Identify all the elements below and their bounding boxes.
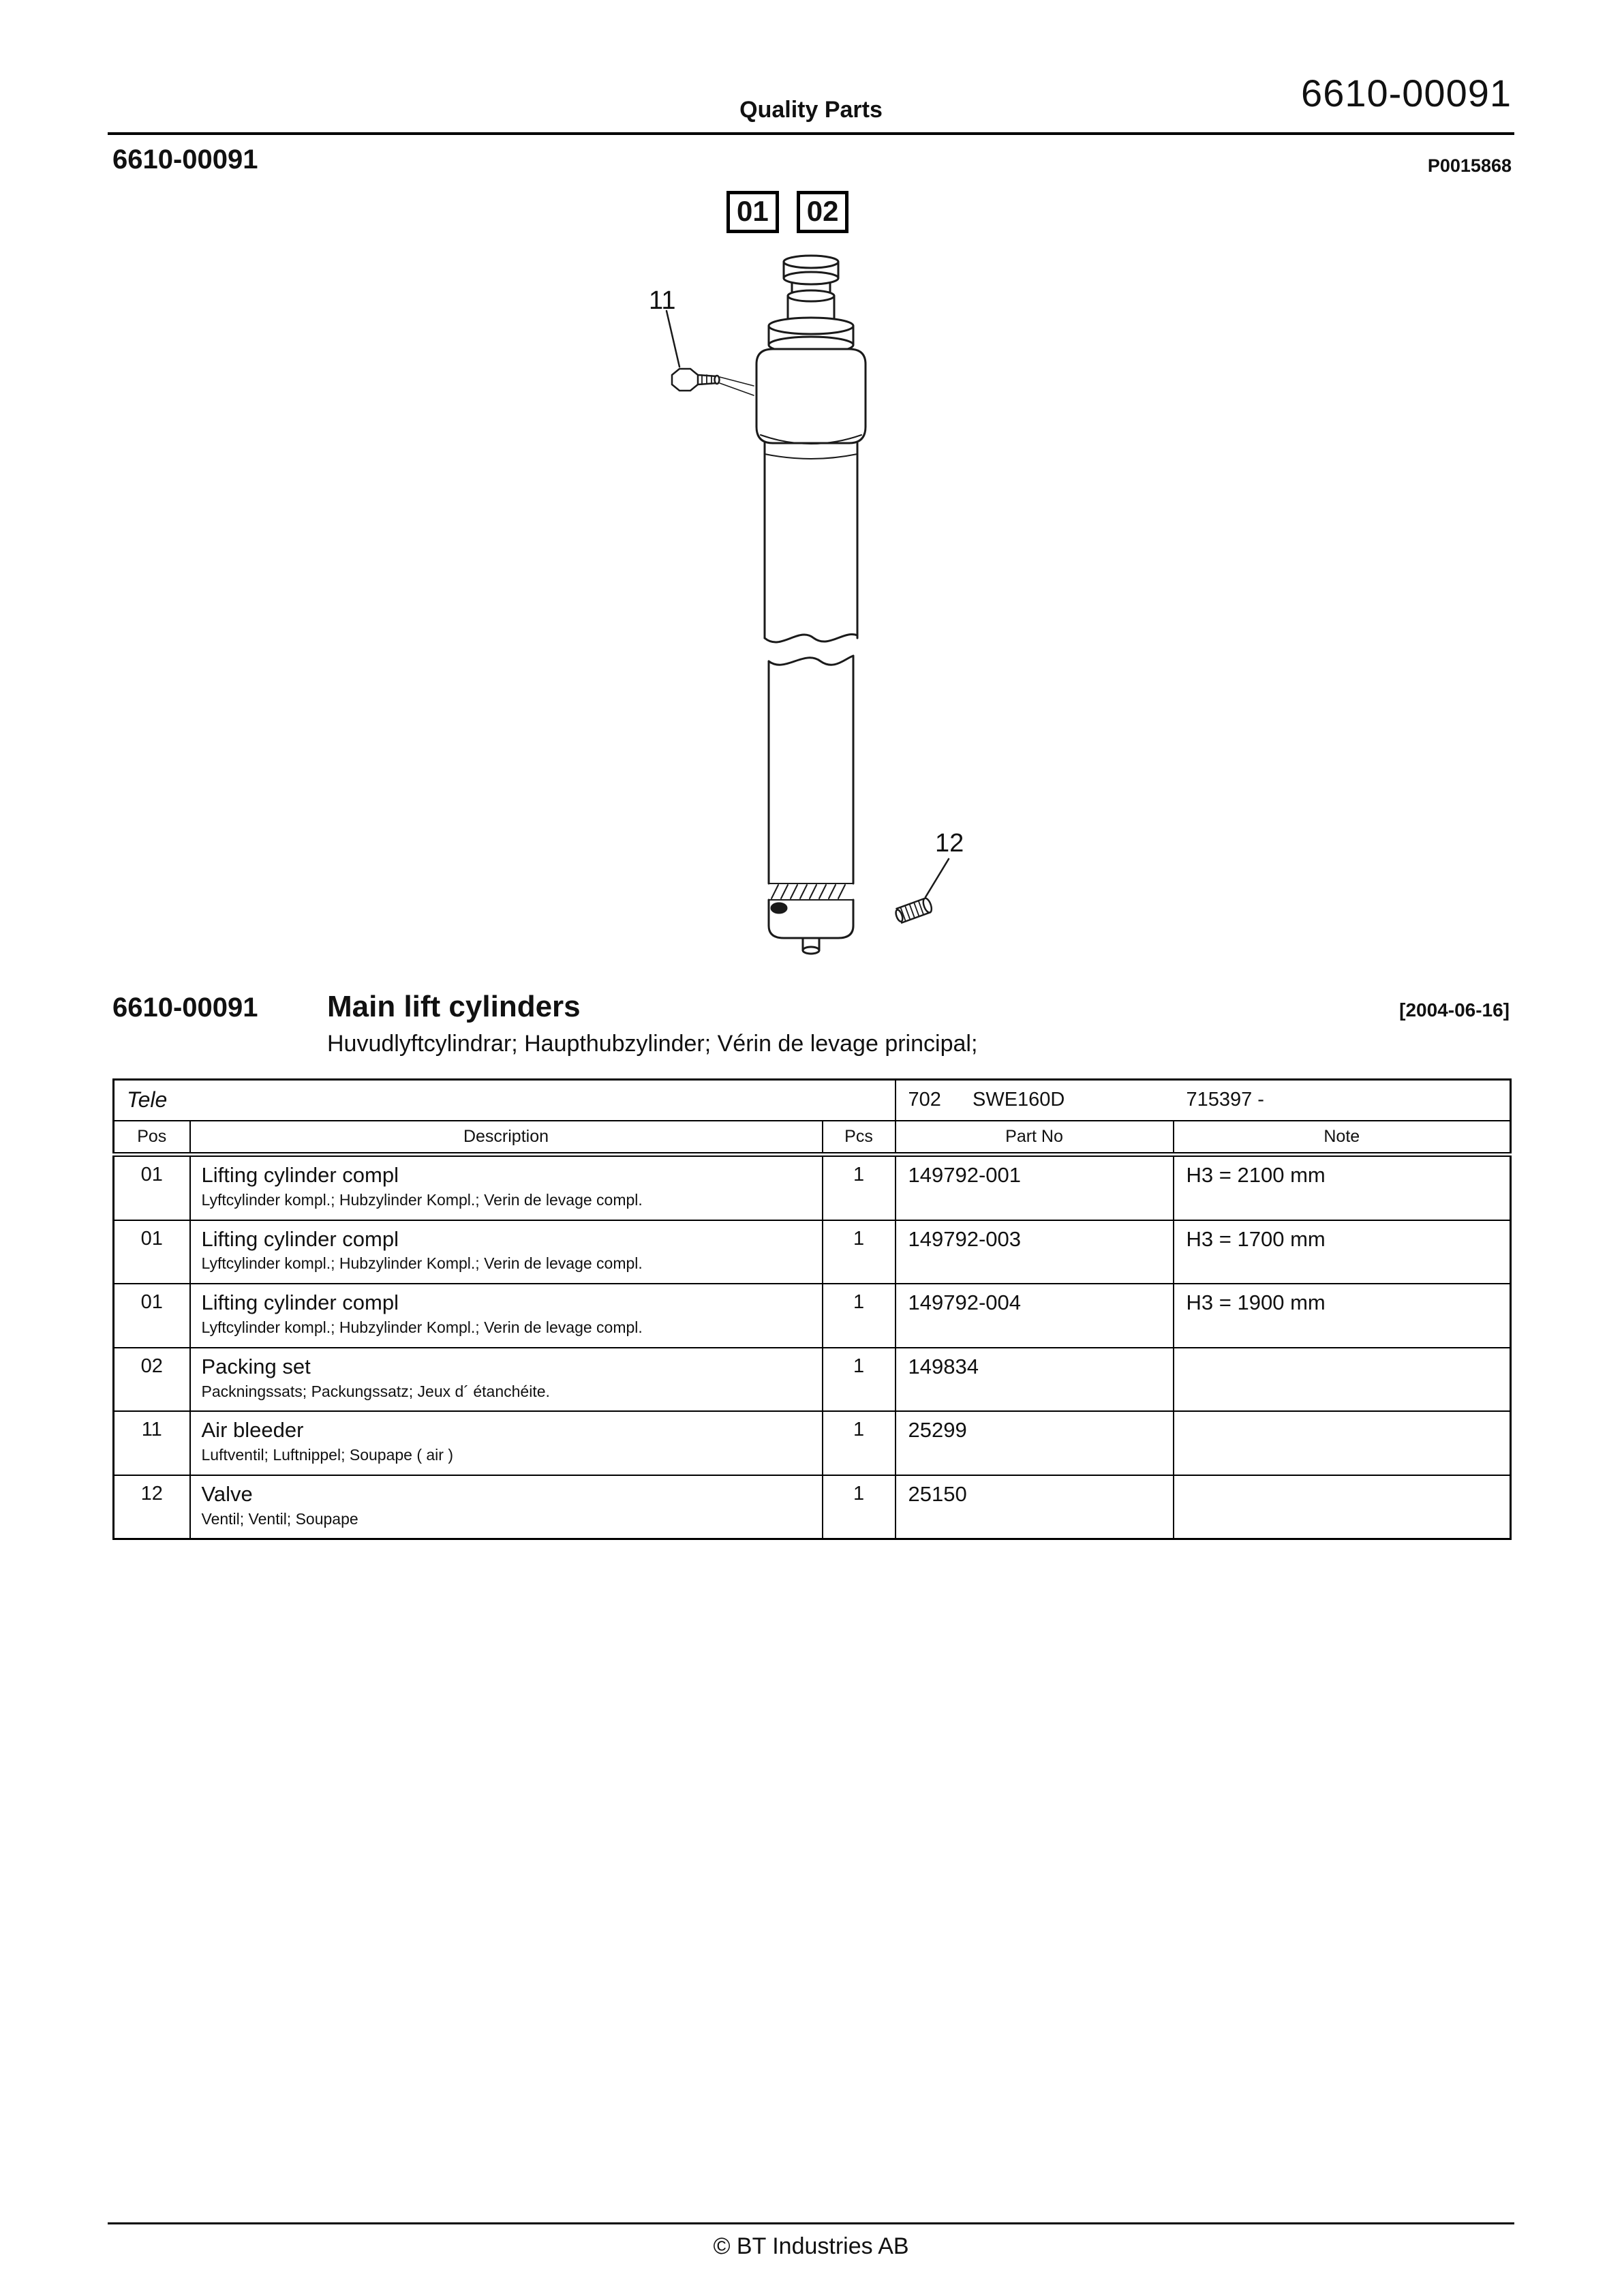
air-bleeder-part-drawing <box>672 369 754 395</box>
description-translations: Luftventil; Luftnippel; Soupape ( air ) <box>201 1446 454 1464</box>
description-translations: Lyftcylinder kompl.; Hubzylinder Kompl.; Verin de levage compl. <box>201 1254 643 1273</box>
table-row <box>114 1348 1511 1412</box>
cell-pos: 01 <box>114 1284 190 1348</box>
table-row <box>114 1284 1511 1348</box>
table-row <box>114 1155 1511 1220</box>
column-header-partno: Part No <box>896 1121 1174 1155</box>
cell-note <box>1174 1348 1511 1412</box>
model-row <box>114 1080 1511 1121</box>
main-cylinder-drawing <box>756 256 866 954</box>
description-main: Lifting cylinder compl <box>201 1290 399 1315</box>
section-number: 6610-00091 <box>112 993 258 1023</box>
cell-pos: 12 <box>114 1475 190 1539</box>
figure-label-11: 11 <box>649 286 676 315</box>
section-heading <box>112 990 1510 1057</box>
cell-pcs: 1 <box>823 1220 896 1284</box>
footer-copyright: © BT Industries AB <box>713 2233 909 2259</box>
section-subtitle: Huvudlyftcylindrar; Haupthubzylinder; Vérin de levage principal; <box>327 1031 978 1057</box>
column-header-description: Description <box>190 1121 823 1155</box>
cell-partno: 149792-001 <box>896 1155 1174 1220</box>
cell-partno: 25150 <box>896 1475 1174 1539</box>
section-title: Main lift cylinders <box>327 990 581 1023</box>
description-main: Packing set <box>201 1354 311 1378</box>
cell-note: H3 = 1900 mm <box>1174 1284 1511 1348</box>
cell-pcs: 1 <box>823 1475 896 1539</box>
cylinder-figure-drawing <box>572 244 1050 987</box>
model-serial-range: 715397 - <box>1186 1089 1264 1111</box>
parts-table-container <box>112 1078 1512 1540</box>
model-code: 702 <box>908 1089 941 1111</box>
cell-pos: 01 <box>114 1220 190 1284</box>
callout-02: 02 <box>797 191 849 233</box>
figure-label-12: 12 <box>935 829 964 858</box>
column-header-pcs: Pcs <box>823 1121 896 1155</box>
description-translations: Lyftcylinder kompl.; Hubzylinder Kompl.; Verin de levage compl. <box>201 1318 643 1336</box>
column-header-pos: Pos <box>114 1121 190 1155</box>
cell-note: H3 = 1700 mm <box>1174 1220 1511 1284</box>
cell-pos: 02 <box>114 1348 190 1412</box>
description-translations: Packningssats; Packungssatz; Jeux d´ étanchéite. <box>201 1382 550 1400</box>
cell-description <box>190 1220 823 1284</box>
cell-description <box>190 1348 823 1412</box>
callout-01: 01 <box>726 191 779 233</box>
column-header-note: Note <box>1174 1121 1511 1155</box>
description-main: Air bleeder <box>201 1418 304 1442</box>
description-translations: Ventil; Ventil; Soupape <box>201 1509 358 1528</box>
header-divider <box>108 132 1514 135</box>
cell-description <box>190 1411 823 1475</box>
table-row <box>114 1411 1511 1475</box>
table-row <box>114 1220 1511 1284</box>
description-main: Lifting cylinder compl <box>201 1226 399 1251</box>
description-translations: Lyftcylinder kompl.; Hubzylinder Kompl.; Verin de levage compl. <box>201 1190 643 1209</box>
model-variant: SWE160D <box>972 1089 1065 1111</box>
print-code: P0015868 <box>1427 155 1512 176</box>
cell-note <box>1174 1411 1511 1475</box>
cell-partno: 149792-004 <box>896 1284 1174 1348</box>
table-row <box>114 1475 1511 1539</box>
cell-partno: 25299 <box>896 1411 1174 1475</box>
description-main: Lifting cylinder compl <box>201 1163 399 1187</box>
figure-callouts <box>726 191 848 233</box>
doc-number-top-left: 6610-00091 <box>112 145 258 175</box>
section-date: [2004-06-16] <box>1399 999 1510 1021</box>
cell-pcs: 1 <box>823 1284 896 1348</box>
model-variant-cell <box>896 1080 1511 1121</box>
cell-description <box>190 1155 823 1220</box>
description-main: Valve <box>201 1481 253 1506</box>
parts-table <box>112 1078 1512 1540</box>
cell-pcs: 1 <box>823 1411 896 1475</box>
cell-pcs: 1 <box>823 1155 896 1220</box>
parts-table-body <box>114 1155 1511 1539</box>
page-header-title: Quality Parts <box>739 97 883 123</box>
cell-pcs: 1 <box>823 1348 896 1412</box>
cell-pos: 11 <box>114 1411 190 1475</box>
cell-note: H3 = 2100 mm <box>1174 1155 1511 1220</box>
doc-number-top-right: 6610-00091 <box>1301 72 1512 115</box>
cell-pos: 01 <box>114 1155 190 1220</box>
cell-note <box>1174 1475 1511 1539</box>
model-cell <box>114 1080 896 1121</box>
footer-divider <box>108 2222 1514 2224</box>
cell-partno: 149792-003 <box>896 1220 1174 1284</box>
cell-description <box>190 1284 823 1348</box>
cell-description <box>190 1475 823 1539</box>
valve-part-drawing <box>894 897 933 924</box>
cell-partno: 149834 <box>896 1348 1174 1412</box>
model-name: Tele <box>127 1087 168 1113</box>
column-header-row <box>114 1121 1511 1155</box>
